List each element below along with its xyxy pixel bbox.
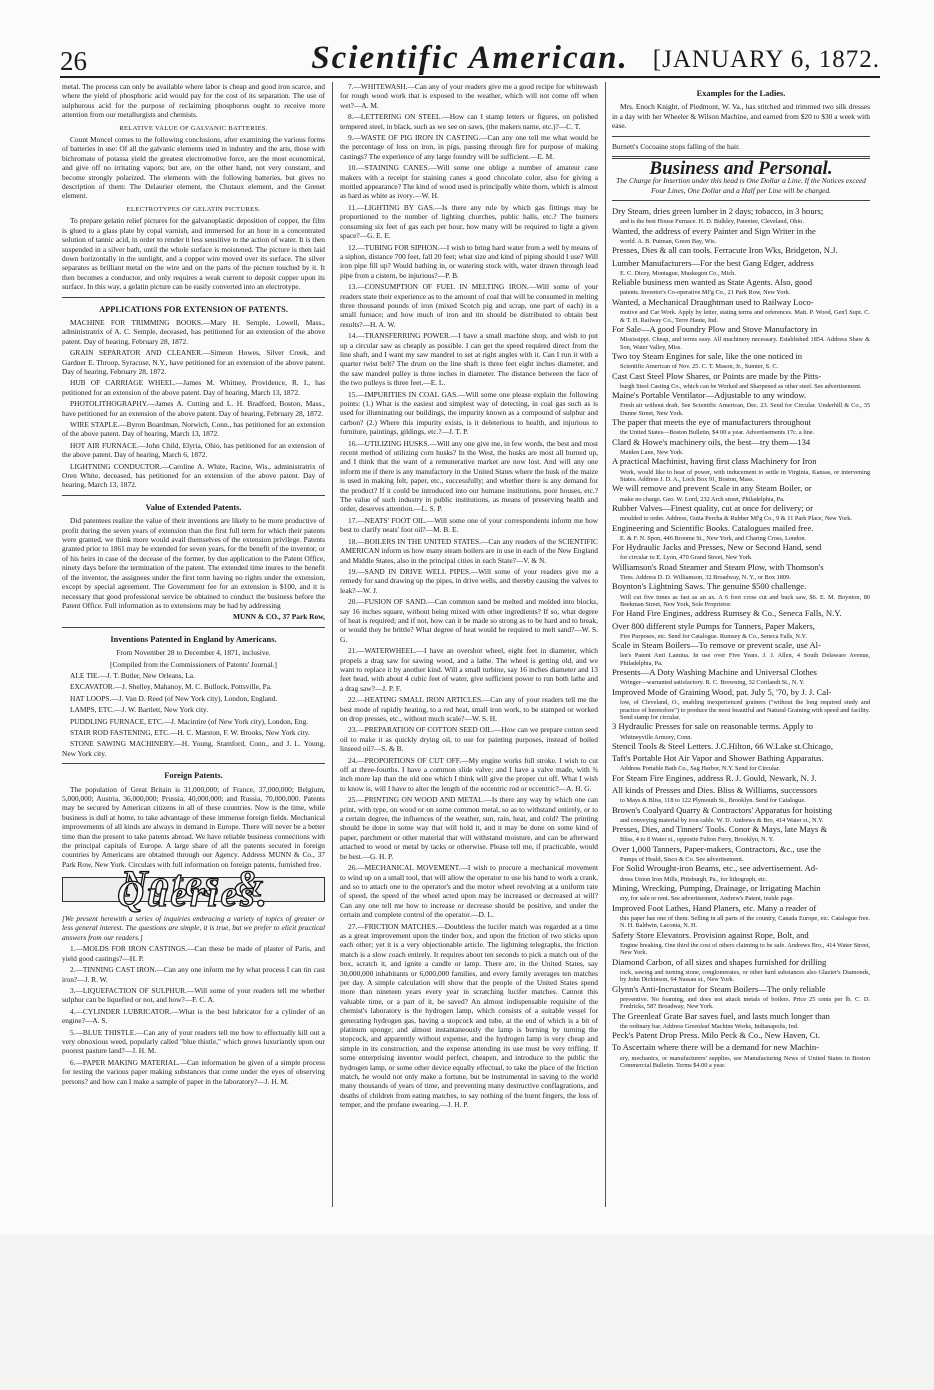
business-ad xyxy=(612,863,870,883)
patent-entry: LAMPS, ETC.—J. W. Bartlett, New York city. xyxy=(70,705,209,715)
cocoaine-notice: Burnett's Cocoaine stops falling of the hair. xyxy=(612,141,740,151)
england-list xyxy=(62,671,325,758)
query-item: 3.—LIQUEFACTION OF SULPHUR.—Will some of your readers tell me whether sulphur can be liquefied or not, and how?—F. C. A. xyxy=(62,985,325,1005)
column-divider xyxy=(605,82,606,1207)
ad-headline: Over 800 different style Pumps for Tanners, Paper Makers, xyxy=(612,620,815,631)
ad-detail: burgh Steel Casting Co., which can be Worked and Sharpened as other steel. See advertisement. xyxy=(620,382,862,390)
business-ad xyxy=(612,1030,870,1040)
patent-entry: STONE SAWING MACHINERY.—H. Young, Stamford, Conn., and J. L. Young, New York city. xyxy=(62,739,325,758)
business-ad xyxy=(612,206,870,226)
insertion-note: The Charge for Insertion under this head is One Dollar a Line. If the Notices exceed Four Lines, One Dollar and a Half per Line will be charged. xyxy=(616,176,866,195)
section-heading: Foreign Patents. xyxy=(164,771,223,781)
business-ad xyxy=(612,371,870,391)
query-item: 15.—IMPURITIES IN COAL GAS.—Will some one please explain the following points: (1.) What is the easiest and simplest way of detecting, in coal gas such as is used for illuminating our buildings, the impurity known as a compound of sulphur and carbon? (2.) Where this impurity exists, is it deleterious to health, and injurious to furniture, paintings, gildings, etc.?—J. T. P. xyxy=(340,389,598,437)
query-item: 12.—TUBING FOR SIPHON.—I wish to bring hard water from a well by means of a siphon, distance 700 feet, fall 20 feet; what size and kind of piping should I use? Will iron pipe fill up? Would bathing in, or watering stock with, water drawn through lead pipe from a cistern, be injurious?—P. B. xyxy=(340,242,598,280)
issue-date: [JANUARY 6, 1872. xyxy=(652,46,880,73)
ad-detail: patents. Inventor's Co-operative Mf'g Co., 21 Park Row, New York. xyxy=(620,289,791,297)
application-entry: PHOTOLITHOGRAPHY.—James A. Cutting and L. H. Bradford, Boston, Mass., have petitioned for an extension of the above patent. Day of hearing, February 28, 1872. xyxy=(62,399,325,418)
ad-headline: Presses, Dies, and Tinners' Tools. Conor & Mays, late Mays & xyxy=(612,824,828,835)
ad-detail: and is the best House Furnace. H. D. Bulkley, Patentee, Cleveland, Ohio. xyxy=(620,218,804,226)
application-entry: MACHINE FOR TRIMMING BOOKS.—Mary H. Semple, Lowell, Mass., administratrix of A. C. Semple, deceased, has petitioned for an extension of the above patent. Day of hearing, February 28, 1872. xyxy=(62,317,325,346)
ad-headline: Reliable business men wanted as State Agents. Also, good xyxy=(612,277,813,288)
query-item: 18.—BOILERS IN THE UNITED STATES.—Can any readers of the SCIENTIFIC AMERICAN inform us how many steam boilers are in use in each of the New England and Middle States, also in the principal cities in each State?—V. & N. xyxy=(340,536,598,565)
business-ad xyxy=(612,844,870,864)
ad-headline: For Sale—A good Foundry Plow and Stove Manufactory in xyxy=(612,323,818,334)
masthead-rule xyxy=(60,76,880,78)
ad-detail: low, of Cleveland, O., enabling inexperienced grainers ("without the long required study and practice of heretofore") to produce the most beautiful and Natural Graining with speed and facility. Send stamp for circular. xyxy=(620,699,870,721)
ad-headline: Clard & Howe's machinery oils, the best—try them—134 xyxy=(612,436,811,447)
application-entry: HUB OF CARRIAGE WHEEL.—James M. Whitney, Providence, R. I., has petitioned for an extension of the above patent. Day of hearing, March 13, 1872. xyxy=(62,378,325,397)
ad-detail: and conveying material by iron cable. W. D. Andrews & Bro, 414 Water st., N.Y. xyxy=(620,816,824,824)
query-item: 5.—BLUE THISTLE.—Can any of your readers tell me how to effectually kill out a very obnoxious weed, popularly called "blue thistle," which grows luxuriantly upon our poorest pasture land?—J. H. M. xyxy=(62,1027,325,1056)
ad-headline: Safety Store Elevators. Provision against Rope, Bolt, and xyxy=(612,929,809,940)
query-item: 8.—LETTERING ON STEEL.—How can I stamp letters or figures, on polished tempered steel, in black, such as we see on saws, (the makers name, etc.)?—C. T. xyxy=(340,112,598,131)
paragraph: Did patentees realize the value of their inventions are likely to be more productive of profit during the seven years of extension than the first full term for which their patents were granted, we think more would avail themselves of the extension privilege. Patents granted prior to 1861 may be extended for seven years, for the benefit of the inventor, or of his heirs in case of the decease of the former, by due application to the Patent Office, ninety days before the termination of the patent. The extended time inures to the benefit of the inventor, the assignees under the first term having no rights under the extension, except by special agreement. The Government fee for an extension is $100, and it is necessary that good professional service be obtained to conduct the business before the Patent Office. Full information as to extensions may be had by addressing xyxy=(62,516,325,610)
ad-headline: The Greenleaf Grate Bar saves fuel, and lasts much longer than xyxy=(612,1010,830,1021)
notes-and-queries-banner xyxy=(62,864,325,915)
ad-detail: Pumps of Heald, Sisco & Co. See advertisement. xyxy=(620,855,744,863)
paragraph: Count Moncel comes to the following conclusions, after examining the various forms of batteries in use: Of all the galvanic elements used in industry and the arts, those with bichromate of potassa yield the greatest electromotive force, are the most economical, and give off no irritating vapors; but are, on the other hand, not very constant, and become strongly polarized. The elements with the following batteries, but gives no description of them: The Delaurier element, the Chutaux element, and the Grenet element. xyxy=(62,135,325,201)
queries-list xyxy=(62,944,325,1086)
divider xyxy=(62,297,325,298)
business-ad xyxy=(612,741,870,751)
ad-headline: For Solid Wrought-iron Beams, etc., see advertisement. Ad- xyxy=(612,863,818,874)
bottom-margin xyxy=(0,1235,934,1390)
divider xyxy=(612,200,870,201)
paragraph: metal. The process can only be available where labor is cheap and good iron scarce, and where the yield of phosphoric acid would pay for the cost of its separation. The use of sulphurous acid for the purpose of reclaiming phosphorus ought to receive more attention from our metallurgists and chemists. xyxy=(62,82,325,120)
ad-headline: Over 1,000 Tanners, Paper-makers, Contractors, &c., use the xyxy=(612,843,821,854)
query-item: 10.—STAINING CANES.—Will some one oblige a number of amateur cane makers with a receipt for staining canes a good chocolate color, also for giving a mottled appearance? The kind of wood used is principally white thorn, which is almost as hard as white as ivory.—W. H. xyxy=(340,163,598,201)
ad-detail: Engine breaking. One third the cost of others claiming to be safe. Andrews Bro., 414 Water Street, New York. xyxy=(620,941,870,957)
ad-detail: Tires. Address D. D. Williamson, 32 Broadway, N. Y., or Box 1809. xyxy=(620,574,791,582)
ad-headline: Diamond Carbon, of all sizes and shapes furnished for drilling xyxy=(612,956,827,967)
ad-headline: For Hydraulic Jacks and Presses, New or Second Hand, send xyxy=(612,542,822,553)
ad-detail: Wringer—warranted satisfactory. R. C. Browning, 32 Cortlandt St., N. Y. xyxy=(620,679,805,687)
business-ad xyxy=(612,258,870,278)
page-number: 26 xyxy=(60,46,87,76)
business-ad xyxy=(612,324,870,351)
signature: MUNN & CO., 37 Park Row, xyxy=(233,612,325,622)
business-ad xyxy=(612,957,870,984)
query-item: 1.—MOLDS FOR IRON CASTINGS.—Can these be made of plaster of Paris, and yield good castings?—H. P. xyxy=(62,944,325,963)
business-ad xyxy=(612,542,870,562)
divider xyxy=(62,495,325,496)
ad-detail: to Mays & Bliss, 118 to 122 Plymouth St., Brooklyn. Send for Catalogue. xyxy=(620,797,806,805)
ad-headline: Mining, Wrecking, Pumping, Drainage, or Irrigating Machin xyxy=(612,882,821,893)
ad-detail: Fresh air without draft. See Scientific American, Dec. 23. Send for Circular. Underhill & Co., 35 Dunne Street, New York. xyxy=(620,402,870,417)
query-item: 4.—CYLINDER LUBRICATOR.—What is the best lubricator for a cylinder of an engine?—A. S. xyxy=(62,1006,325,1026)
business-ad xyxy=(612,785,870,805)
ad-headline: Two toy Steam Engines for sale, like the one noticed in xyxy=(612,350,803,361)
query-item: 26.—MECHANICAL MOVEMENT.—I wish to procure a mechanical movement to wind up on a small tool, that will allow the operator to use his hand to work a crank, and so to attach one to the operator's and the motor wheel revolving at a uniform rate of speed, the speed of the wheel acted upon may be increased or decreased at will? Can any one tell me how to increase or decrease should be positive, and under the certain and complete control of the operator.—D. L. xyxy=(340,863,598,920)
business-ad xyxy=(612,1042,870,1069)
section-heading: Value of Extended Patents. xyxy=(145,502,242,512)
query-item: 16.—UTILIZING HUSKS.—Will any one give me, in few words, the best and most recent method of utilizing corn husks? In the West, the husks are most all burned up, and I think that the want of a remunerative market are now lost. And will any one inform me if there is any manufactory in the United States where the husk of the maize is used in making felt, paper, etc., successfully; and whether there is any demand for the product? If it could be introduced into our humane institutions, poor houses, etc.? The value of such industry in public institutions, as means of preserving health and order, deserves attention.—L. S. P. xyxy=(340,438,598,514)
query-item: 6.—PAPER MAKING MATERIAL.—Can information be given of a simple process for testing the various paper making substances that come under the eyes of observing persons? and how can I make a sample of paper in the laboratory?—J. H. M. xyxy=(62,1057,325,1086)
patent-entry: PUDDLING FURNACE, ETC.—J. Macintire (of New York city), London, Eng. xyxy=(70,716,309,726)
divider xyxy=(62,763,325,764)
business-ad xyxy=(612,805,870,825)
business-ad xyxy=(612,503,870,523)
business-ad xyxy=(612,226,870,246)
ads-list xyxy=(612,206,870,1069)
ad-detail: make no charge. Geo. W. Lord, 232 Arch street, Philadelphia, Pa. xyxy=(620,495,785,503)
masthead xyxy=(60,40,880,88)
application-entry: LIGHTNING CONDUCTOR.—Caroline A. White, Racine, Wis., administratrix of Oren White, deceased, has petitioned for an extension of the above patent. Day of hearing, March 13, 1872. xyxy=(62,461,325,490)
ad-headline: Wanted, the address of every Painter and Sign Writer in the xyxy=(612,225,816,236)
ad-detail: moulded to order. Address, Gutta Percha & Rubber Mf'g Co., 9 & 11 Park Place, New York. xyxy=(620,515,852,523)
business-ad xyxy=(612,640,870,667)
ad-headline: A practical Machinist, having first class Machinery for Iron xyxy=(612,456,817,467)
patent-entry: EXCAVATOR.—J. Shelley, Mahanoy, M. C. Bullock, Pottsville, Pa. xyxy=(70,682,272,692)
ad-detail: Maiden Lane, New York. xyxy=(620,448,684,456)
query-item: 25.—PRINTING ON WOOD AND METAL.—Is there any way by which one can print, with type, on wood or on some common metal, so as to withstand entirely, or to a certain degree, the influences of the weather, sun, rain, heat, and cold? The printing should be done in some way that will hold it, and it may be done on some kind of paper, parchment or other material that will withstand moisture, and can be afterward attached to wood or metal by tacks or otherwise. Please tell me, if practicable, would be best.—G. H. P. xyxy=(340,795,598,861)
ad-detail: the ordinary bar. Address Greenleaf Machine Works, Indianapolis, Ind. xyxy=(620,1022,799,1030)
ad-headline: The paper that meets the eye of manufacturers throughout xyxy=(612,417,812,428)
ad-headline: Cast Cast Steel Plow Shares, or Points are made by the Pitts- xyxy=(612,370,822,381)
patent-entry: STAIR ROD FASTENING, ETC.—H. C. Marston, F. W. Brooks, New York city. xyxy=(70,727,310,737)
ad-headline: Wanted, a Mechanical Draughtman used to Railway Loco- xyxy=(612,296,814,307)
ad-detail: world. A. B. Putman, Green Bay, Wis. xyxy=(620,238,717,246)
column-2 xyxy=(340,82,598,1112)
ad-detail: len's Patent Anti Lamina. In use over Five Years. J. J. Allen, 4 South Delaware Avenue, Philadelphia, Pa. xyxy=(620,652,870,667)
column-divider xyxy=(332,82,333,1207)
subheading: From November 28 to December 4, 1871, inclusive. xyxy=(116,648,271,658)
business-personal-heading: Business and Personal. xyxy=(649,158,833,180)
business-ad xyxy=(612,721,870,741)
ad-detail: Will cut five times as fast as an ax. A 6 foot cross cut and buck saw, $6. E. M. Boynton, 80 Beekman Street, New York, Sole Proprietor. xyxy=(620,593,870,609)
business-ad xyxy=(612,245,870,255)
application-entry: GRAIN SEPARATOR AND CLEANER.—Simeon Howes, Silver Creek, and Gardner E. Throop, Syracuse, N.Y., have petitioned for an extension of the above patent. Day of hearing, February 28, 1872. xyxy=(62,348,325,376)
ad-headline: Scale in Steam Boilers—To remove or prevent scale, use Al- xyxy=(612,640,821,651)
application-entry: HOT AIR FURNACE.—John Child, Elyria, Ohio, has petitioned for an extension of the above patent. Day of hearing, March 6, 1872. xyxy=(62,440,325,460)
section-subhead: RELATIVE VALUE OF GALVANIC BATTERIES. xyxy=(119,124,268,132)
business-ad xyxy=(612,417,870,437)
section-heading: Examples for the Ladies. xyxy=(696,89,786,98)
section-subhead: ELECTROTYPES OF GELATIN PICTURES. xyxy=(126,205,261,213)
query-item: 20.—FUSION OF SAND.—Can common sand be melted and molded into blocks, say 16 inches square, without being mixed with other ingredients? If so, what degree of heat is required; and if not, how can it be made so strong as to be hard and to break, or would they be brittle? What degree of heat would be required to melt sand?—W. S. G. xyxy=(340,597,598,644)
ad-headline: Boynton's Lightning Saws. The genuine $500 challenge. xyxy=(612,581,807,592)
section-heading: APPLICATIONS FOR EXTENSION OF PATENTS. xyxy=(99,304,288,314)
business-ad xyxy=(612,437,870,457)
ad-detail: motive and Car Work. Apply by letter, stating terms and references. Matt. P. Wood, Gen'l Supt. C. & T. H. Railway Co., Terre Haute, Ind. xyxy=(620,309,870,324)
patent-entry: ALE TIE.—J. T. Butler, New Orleans, La. xyxy=(70,670,195,680)
business-ad xyxy=(612,773,870,783)
ad-headline: Glynn's Anti-Incrustator for Steam Boilers—The only reliable xyxy=(612,983,826,994)
query-item: 24.—PROPORTIONS OF CUT OFF.—My engine works full stroke. I wish to cut off at three-fourths. I have a common slide valve; and I have a valve made, with ¾ inch more lap than the old one which I think will give the proper cut off. What I wish to know is, will I have to alter the length of the eccentric rod or eccentric?—A. H. G. xyxy=(340,755,598,793)
ad-headline: Rubber Valves—Finest quality, cut at once for delivery; or xyxy=(612,503,813,513)
query-item: 17.—NEATS' FOOT OIL.—Will some one of your correspondents inform me how best to clarify neats' foot oil?—M. B. E. xyxy=(340,515,598,535)
ad-detail: Whitneyville Armory, Conn. xyxy=(620,733,692,741)
ad-headline: 3 Hydraulic Presses for sale on reasonable terms. Apply to xyxy=(612,721,813,732)
ad-detail: the United States—Boston Bulletin, $4 00 a year. Advertisements 17c. a line. xyxy=(620,429,815,437)
ad-headline: Taft's Portable Hot Air Vapor and Shower Bathing Apparatus. xyxy=(612,753,824,764)
query-item: 14.—TRANSFERRING POWER.—I have a small machine shop, and wish to put up a circular saw as cheaply as possible. I can get the speed required direct from the line shaft, and I want my saw mandrel to set at right angles with it. Can I run it with a quarter twist belt? The drum on the line shaft is three feet eight inches diameter, and the saw mandrel pulley is three inches in diameter. The distance between the face of the two pulleys is three feet.—E. L. xyxy=(340,331,598,388)
ad-headline: Stencil Tools & Steel Letters. J.C.Hilton, 66 W.Lake st.Chicago, xyxy=(612,740,833,751)
ad-headline: Engineering and Scientific Books. Catalogues mailed free. xyxy=(612,522,814,533)
banner-title: Notes & Queries. xyxy=(62,877,325,902)
business-ad xyxy=(612,1011,870,1031)
ad-detail: for circular to E. Lyon, 470 Grand Street, New York. xyxy=(620,554,753,562)
ad-headline: Improved Mode of Graining Wood, pat. July 5, '70, by J. J. Cal- xyxy=(612,686,832,697)
business-ad xyxy=(612,687,870,721)
query-item: 19.—SAND IN DRIVE WELL PIPES.—Will some of your readers give me a remedy for sand drawing up the pipes, in drive wells, and thereby causing the valves to leak?—W. J. xyxy=(340,566,598,595)
query-item: 11.—LIGHTING BY GAS.—Is there any rule by which gas fittings may be proportioned to the number of lighting churches, public halls, etc.? The burners consuming six feet of gas each per hour, how many will be required to light a given space?—G. E. E. xyxy=(340,202,598,241)
queries-list xyxy=(340,82,598,1110)
business-ad xyxy=(612,390,870,417)
query-item: 22.—HEATING SMALL IRON ARTICLES.—Can any of your readers tell me the best mode of rapidly heating, to a red heat, small iron work, to be stamped or worked on drop presses, etc., without much scale?—W. S. H. xyxy=(340,695,598,723)
business-ad xyxy=(612,581,870,608)
paragraph: The population of Great Britain is 31,000,000; of France, 37,000,000; Belgium, 5,000,000; Austria, 36,000,000; Prussia, 40,000,000; and Russia, 70,000,000. Patents may be secured by American citizens in all of these countries. Now is the time, while business is dull at home, to take advantage of these immense foreign fields. Mechanical improvements of all kinds are always in demand in Europe. There will never be a better time than the present to take patents abroad. We have reliable business connections with the principal capitals of Europe. A large share of all the patents secured in foreign countries by Americans are obtained through our Agency. Address MUNN & Co., 37 Park Row, New York. Circulars with full information on foreign patents, furnished free. xyxy=(62,784,325,869)
application-entry: WIRE STAPLE.—Byron Boardman, Norwich, Conn., has petitioned for an extension of the above patent. Day of hearing, March 13, 1872. xyxy=(62,420,325,439)
ad-detail: E. C. Dicey, Montague, Muskegon Co., Mich. xyxy=(620,269,736,277)
query-item: 23.—PREPARATION OF COTTON SEED OIL.—How can we prepare cotton seed oil to make it as quickly drying oil, to use for painting purposes, instead of boiled linseed oil?—S. & B. xyxy=(340,725,598,754)
business-ad xyxy=(612,456,870,483)
business-ad xyxy=(612,753,870,773)
ad-detail: Scientific American of Nov. 25. C. T. Mason, Jr., Sumter, S. C. xyxy=(620,363,779,371)
business-ad xyxy=(612,930,870,957)
business-ad xyxy=(612,277,870,297)
business-ad xyxy=(612,608,870,618)
ad-detail: Fire Purposes, etc. Send for Catalogue. Rumsey & Co., Seneca Falls, N.Y. xyxy=(620,632,807,640)
ad-headline: For Hand Fire Engines, address Rumsey & Co., Seneca Falls, N.Y. xyxy=(612,608,842,619)
query-item: 21.—WATERWHEEL.—I have an overshot wheel, eight feet in diameter, which propels a drag saw for sawing wood, and a lathe. The wheel is getting old, and we want to replace it by another kind. Will a small turbine, say 16 inches diameter and 13 feet head, with about 4 cubic feet of water, give sufficient power to run both lathe and a drag saw?—J. P. F. xyxy=(340,646,598,693)
ad-detail: ery, mechanics, or manufacturers' supplies, see Manufacturing News of United States in Boston Commercial Bulletin. Terms $4.00 a year. xyxy=(620,1054,870,1070)
ad-headline: All kinds of Presses and Dies. Bliss & Williams, successors xyxy=(612,784,818,795)
query-item: 13.—CONSUMPTION OF FUEL IN MELTING IRON.—Will some of your readers state their experience as to the amount of coal that will be consumed in melting three thousand pounds of iron (mixed Scotch pig and scrap, one part of each) in a small furnace; and how much of iron and tin should be distributed to obtain best results?—H. A. W. xyxy=(340,282,598,329)
query-item: 27.—FRICTION MATCHES.—Doubtless the lucifer match was regarded at a time as a great improvement upon the tinder box, and upon the friction of two sticks upon each other; yet it is a very objectionable article. The lightning telegraphs, the friction match is a slow coach entirely. It requires about ten seconds to pick a match out of the box, scratch it, and ignite a candle or lamp. There are, in the United States, say 30,000,000 inhabitants or 6,000,000 families, and every family averages ten matches per day. A simple calculation will show that the people of the United States spend more than nineteen years every year in scratching lucifer matches. Cannot this valuable time, or a part of it, be saved? An almost indispensable requisite of the chemist's laboratory is the hydrogen lamp, which consists of a suitable vessel for generating hydrogen gas, having a stopcock and tube, at the end of which is a bit of platinum sponge; and almost instantaneously the lamp is burning by turning the stopcock, and apparently without expense, and the hydrogen lamp is very cheap and simple in its construction, and the expense attending its use must be very trifling. If some enterprising inventor would perfect, cheapen, and introduce to the public the hydrogen lamp, or some other device equally effectual, to take the place of the friction match, he would not only make a fortune, but be instrumental in saving to the world many thousands of years of time, and preventing many destructive conflagrations, and deaths of children from eating matches, to say nothing of the burnt fingers, the loss of temper, and the profane swearing.—J. H. P. xyxy=(340,921,598,1110)
ad-headline: Williamson's Road Steamer and Steam Plow, with Thomson's xyxy=(612,561,824,572)
patent-entry: HAT LOOPS.—J. Van D. Reed (of New York city), London, England. xyxy=(70,693,278,703)
ad-headline: Presses, Dies & all can tools. Ferracute Iron Wks, Bridgeton, N.J. xyxy=(612,245,838,256)
ad-headline: Brown's Coalyard Quarry & Contractors' Apparatus for hoisting xyxy=(612,804,833,815)
ad-headline: Maine's Portable Ventilator—Adjustable to any window. xyxy=(612,390,807,401)
ad-headline: We will remove and prevent Scale in any Steam Boiler, or xyxy=(612,483,812,494)
business-ad xyxy=(612,523,870,543)
query-item: 9.—WASTE OF PIG IRON IN CASTING.—Can any one tell me what would be the percentage of loss on iron, in pigs, passing through fire for purpose of making castings? The experience of any large foundry will be sufficient.—E. M. xyxy=(340,133,598,161)
ad-headline: Improved Foot Lathes, Hand Planers, etc. Many a reader of xyxy=(612,902,817,913)
business-ad xyxy=(612,667,870,687)
editorial-note: [We present herewith a series of inquiries embracing a variety of topics of greater or less general interest. The questions are simple, it is true, but we prefer to elicit practical answers from our readers.] xyxy=(62,914,325,942)
divider xyxy=(62,627,325,628)
ad-detail: Work, would like to hear of power, with inducement to settle in Virginia, Kansas, or intervening States. Address J. D. A., Lock Box 91, Boston, Mass. xyxy=(620,468,870,483)
business-ad xyxy=(612,297,870,324)
business-ad xyxy=(612,483,870,503)
business-ad xyxy=(612,621,870,641)
ad-detail: E. & F. N. Spon, 446 Broome St., New York, and Charing Cross, London. xyxy=(620,534,807,542)
ad-headline: Lumber Manufacturers—For the best Gang Edger, address xyxy=(612,257,814,268)
business-ad xyxy=(612,903,870,930)
ad-detail: preventive. No foaming, and does not attack metals of boilers. Price 25 cents per lb. C. D. Fredricks, 587 Broadway, New York. xyxy=(620,995,870,1011)
column-1 xyxy=(62,82,325,1088)
paper-title: Scientific American. xyxy=(311,40,629,76)
ad-detail: this paper has one of them. Selling in all parts of the country, Canada Europe, etc. Catalogue free. N. H. Baldwin, Laconia, N. H. xyxy=(620,914,870,930)
ad-detail: ery, for sale or rent. See advertisement, Andrew's Patent, inside page. xyxy=(620,895,795,903)
section-heading: Inventions Patented in England by Americans. xyxy=(110,634,277,644)
paragraph: To prepare gelatin relief pictures for the galvanoplastic deposition of copper, the film is glued to a glass plate by copal varnish, and immersed for an hour in a concentrated solution of tannic acid, in order to render it less sensitive to the action of water. It is then suspended in a silver bath, until the whole surface is moistened. The picture is then laid down horizontally in the sunlight, and a copper wire moved over its surface. The silver separates as brilliant metal on the wire and on the parts of the picture touched by it. It then becomes a conductor, and only requires a weak current to deposit copper upon its surface. In this way, a gelatin picture can be easily converted into an electrotype. xyxy=(62,216,325,292)
ad-detail: dress Union Iron Mills, Pittsburgh, Pa., for lithograph, etc. xyxy=(620,875,768,883)
ad-detail: Address Portable Bath Co., Sag Harbor, N.Y. Send for Circular. xyxy=(620,765,781,773)
column-3 xyxy=(612,82,870,1069)
applications-list xyxy=(62,318,325,490)
query-item: 2.—TINNING CAST IRON.—Can any one inform me by what process I can tin cast iron?—J. R. W. xyxy=(62,965,325,984)
ad-detail: Mississippi. Cheap, and terms easy. All machinery necessary. Established 1854. Address Shaw & Son, Water Valley, Miss. xyxy=(620,336,870,351)
ad-headline: Peck's Patent Drop Press. Milo Peck & Co., New Haven, Ct. xyxy=(612,1030,821,1041)
business-ad xyxy=(612,351,870,371)
ad-headline: For Steam Fire Engines, address R. J. Gould, Newark, N. J. xyxy=(612,772,817,783)
ad-detail: Bliss, 4 to 8 Water st., opposite Fulton Ferry, Brooklyn, N. Y. xyxy=(620,836,774,844)
ad-headline: Dry Steam, dries green lumber in 2 days; tobacco, in 3 hours; xyxy=(612,206,824,217)
divider xyxy=(612,136,870,137)
business-ad xyxy=(612,562,870,582)
ad-headline: To Ascertain where there will be a demand for new Machin- xyxy=(612,1042,820,1053)
ad-headline: Presents—A Doty Washing Machine and Universal Clothes xyxy=(612,667,817,678)
subheading: [Compiled from the Commissioners of Patents' Journal.] xyxy=(110,659,277,669)
paragraph: Mrs. Enoch Knight, of Piedmont, W. Va., has stitched and trimmed two silk dresses in a day with her Wheeler & Wilson Machine, and earned from $20 to $30 a week with ease. xyxy=(612,102,870,131)
business-ad xyxy=(612,883,870,903)
business-ad xyxy=(612,984,870,1011)
query-item: 7.—WHITEWASH.—Can any of your readers give me a good recipe for whitewash for rough wood work that is exposed to the weather, which will not come off when wet?—A. M. xyxy=(340,82,598,110)
business-ad xyxy=(612,824,870,844)
ad-detail: rock, sawing and turning stone, conglomerates, or other hard substances also Glazier's Diamonds, by John Dickinson, 64 Nassau st., New York. xyxy=(620,968,870,984)
